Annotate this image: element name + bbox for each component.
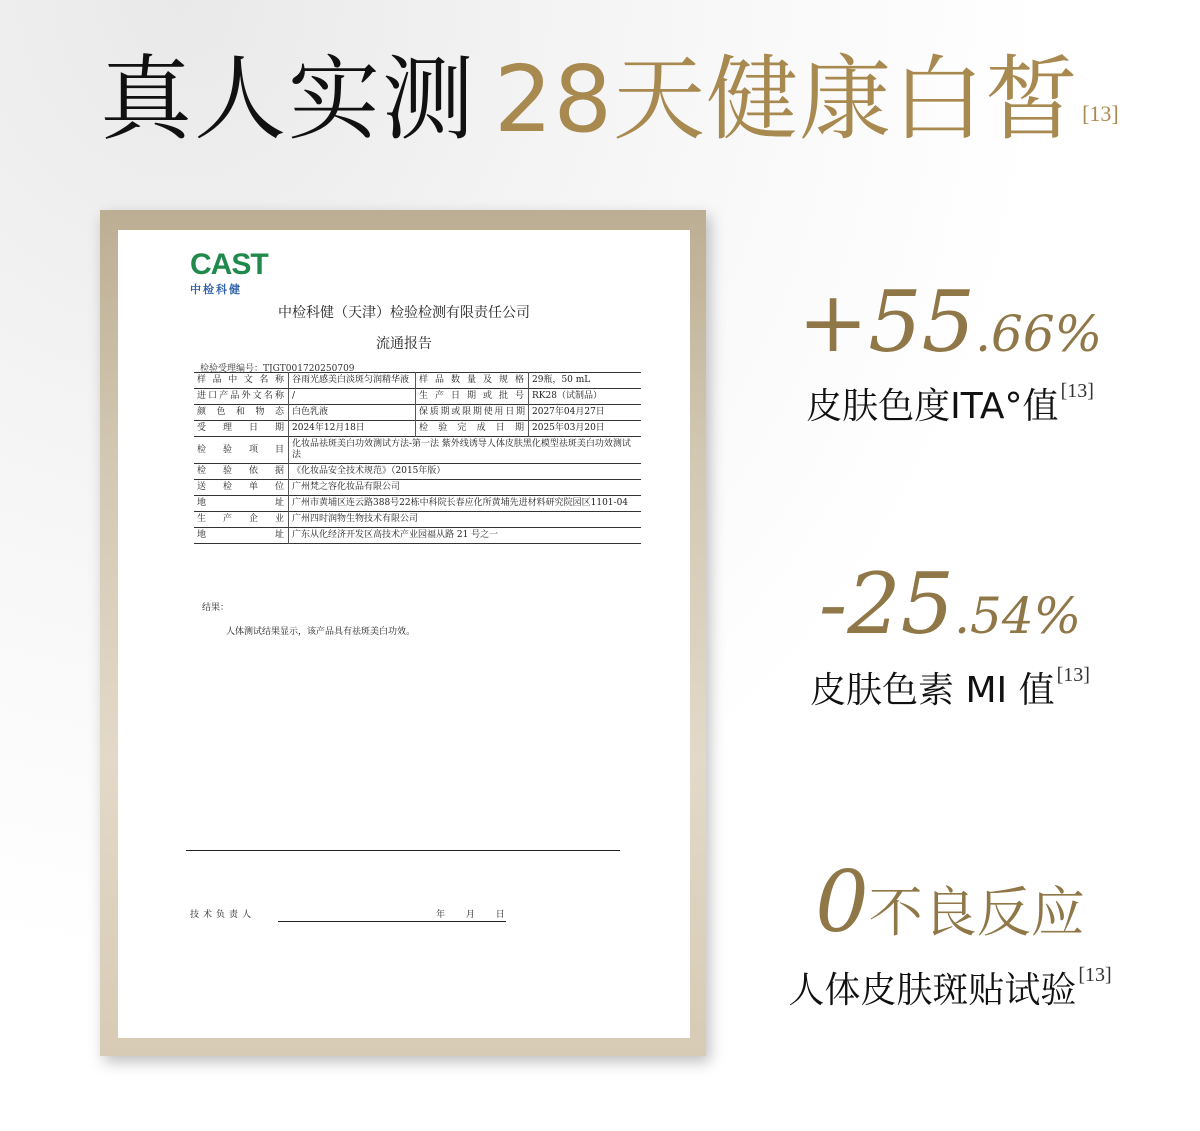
stat-patch-caption [740, 962, 1160, 1013]
row-label: 检验依据 [197, 466, 285, 476]
row-value: 广州四时润物生物技术有限公司 [289, 512, 642, 528]
table-row [194, 389, 641, 405]
row-label: 生产日期或批号 [416, 389, 529, 405]
row-value: 白色乳液 [289, 405, 416, 421]
row-value: 广东从化经济开发区高技术产业园福从路 21 号之一 [289, 528, 642, 544]
row-value: 29瓶，50 mL [529, 373, 642, 389]
row-value: 广州市黄埔区连云路388号22栋中科院长春应化所黄埔先进材料研究院园区1101-04 [289, 496, 642, 512]
headline-gold: 28天健康白皙 [494, 46, 1079, 153]
row-label: 检验完成日期 [416, 421, 529, 437]
stat-ita [760, 273, 1140, 429]
report-paper [118, 230, 690, 1038]
table-row [194, 464, 641, 480]
date-label: 年 月 日 [436, 910, 505, 920]
table-row [194, 405, 641, 421]
table-row [194, 373, 641, 389]
row-label: 样品中文名称 [197, 375, 285, 385]
stat-mi-caption [760, 662, 1140, 713]
stat-ita-main: +55 [797, 273, 976, 371]
row-label: 生产企业 [197, 514, 285, 524]
result-text: 人体测试结果显示，该产品具有祛斑美白功效。 [226, 627, 416, 637]
row-value: 谷雨光感美白淡斑匀润精华液 [289, 373, 416, 389]
company-name: 中检科健（天津）检验检测有限责任公司 [278, 305, 530, 321]
stat-patch-main: 0 [815, 853, 869, 951]
row-label: 受理日期 [197, 423, 285, 433]
stat-mi [760, 555, 1140, 713]
logo-cn: 中检科健 [190, 283, 242, 296]
stat-ita-caption [760, 378, 1140, 429]
table-row [194, 480, 641, 496]
table-row [194, 528, 641, 544]
tech-label: 技术负责人 [190, 910, 256, 920]
stat-patch-label: 人体皮肤斑贴试验 [788, 970, 1077, 1011]
row-label: 样品数量及规格 [416, 373, 529, 389]
stat-mi-decimal: .54% [954, 587, 1082, 645]
stat-mi-ref: [13] [1056, 664, 1090, 686]
tech-signature-line [278, 921, 506, 922]
row-label: 保质期或限期使用日期 [416, 405, 529, 421]
stat-patch-value [740, 853, 1160, 951]
row-label: 送检单位 [197, 482, 285, 492]
result-label: 结果： [202, 603, 230, 613]
info-table [194, 372, 641, 544]
row-value: 2027年04月27日 [529, 405, 642, 421]
row-label: 地址 [197, 530, 285, 540]
stat-patch-ref: [13] [1078, 964, 1112, 986]
row-value: 《化妆品安全技术规范》（2015年版） [289, 464, 642, 480]
cast-logo [190, 250, 268, 297]
stat-mi-label: 皮肤色素 MI 值 [810, 670, 1055, 711]
stat-ita-ref: [13] [1060, 380, 1094, 402]
stat-patch [740, 853, 1160, 1013]
headline [100, 40, 1119, 160]
report-title: 流通报告 [376, 336, 432, 352]
row-label: 进口产品外文名称 [197, 391, 285, 401]
row-label: 检验项目 [197, 444, 285, 455]
signature-line [186, 850, 620, 851]
stat-ita-value [760, 273, 1140, 371]
row-label: 颜色和物态 [197, 407, 285, 417]
report-frame [100, 210, 706, 1056]
row-value: 2024年12月18日 [289, 421, 416, 437]
row-value: / [289, 389, 416, 405]
table-row [194, 496, 641, 512]
stat-mi-value [760, 555, 1140, 653]
row-value: RK28（试制品） [529, 389, 642, 405]
headline-ref: [13] [1082, 101, 1119, 126]
headline-black: 真人实测 [100, 46, 477, 153]
row-value: 2025年03月20日 [529, 421, 642, 437]
record-number: 检验受理编号：TJGT001720250709 [200, 364, 355, 374]
row-value: 化妆品祛斑美白功效测试方法-第一法 紫外线诱导人体皮肤黑化模型祛斑美白功效测试法 [289, 437, 642, 464]
stat-mi-main: -25 [818, 555, 955, 653]
logo-mark: CAST [190, 248, 268, 281]
table-row [194, 421, 641, 437]
table-row [194, 512, 641, 528]
stat-ita-decimal: .66% [975, 305, 1103, 363]
row-label: 地址 [197, 498, 285, 508]
row-value: 广州梵之容化妆品有限公司 [289, 480, 642, 496]
stat-patch-cn: 不良反应 [868, 881, 1085, 944]
stat-ita-label: 皮肤色度ITA°值 [806, 386, 1059, 427]
table-row [194, 437, 641, 464]
